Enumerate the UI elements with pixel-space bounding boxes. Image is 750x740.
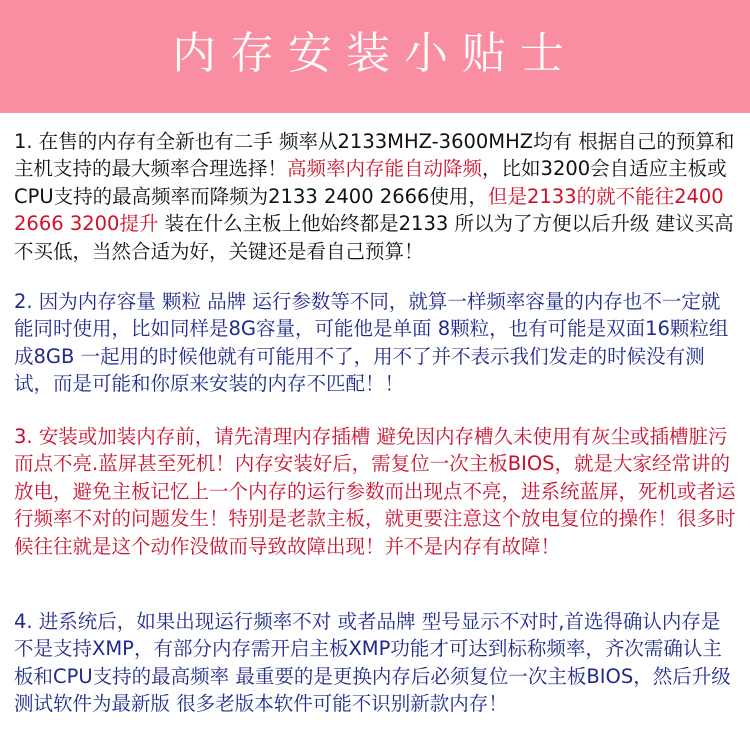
tip-4: 4. 进系统后，如果出现运行频率不对 或者品牌 型号显示不对时,首选得确认内存是不是支持XMP，有部分内存需开启主板XMP功能才可达到标称频率，齐次需确认主板和CPU支持的最高频率 最重要的是更换内存后必须复位一次主板BIOS，然后升级测试软件为最新版 很多老版本软件可能不识别新款内存！ <box>14 610 731 716</box>
tip-1 <box>14 128 738 265</box>
tip-1-text-b: ，比如3200会自适应主板或CPU支持的最高频率而降频为2133 2400 2666使用， <box>14 157 727 208</box>
tip-1-text-a: 1. 在售的内存有全新也有二手 频率从2133MHZ-3600MHZ均有 根据自己的预算和主机支持的最大频率合理选择！ <box>14 130 735 181</box>
tip-3: 3. 安装或加装内存前，请先清理内存插槽 避免因内存槽久未使用有灰尘或插槽脏污而点不亮.蓝屏甚至死机！内存安装好后，需复位一次主板BIOS，就是大家经常讲的放电，避免主板记忆上一个内存的运行参数而出现点不亮，进系统蓝屏，死机或者运行频率不对的问题发生！特别是老款主板，就更要注意这个放电复位的操作！很多时候往往就是这个动作没做而导致故障出现！并不是内存有故障！ <box>14 425 736 558</box>
tip-1-text-c: 装在什么主板上他始终都是2133 所以为了方便以后升级 建议买高不买低，当然合适为好，关键还是看自己预算！ <box>14 212 734 263</box>
tip-1-highlight-a: 高频率内存能自动降频 <box>287 157 483 181</box>
page-title: 内存安装小贴士 <box>172 28 578 79</box>
tip-1-highlight-b: 但是2133的就不能往2400 2666 3200提升 <box>14 184 724 236</box>
title-banner <box>0 0 750 113</box>
tip-2: 2. 因为内存容量 颗粒 品牌 运行参数等不同，就算一样频率容量的内存也不一定就能同时使用，比如同样是8G容量，可能他是单面 8颗粒，也有可能是双面16颗粒组成8GB 一起用的时候他就有可能用不了，用不了并不表示我们发走的时候没有测试，而是可能和你原来安装的内存不匹配！！ <box>14 290 729 396</box>
